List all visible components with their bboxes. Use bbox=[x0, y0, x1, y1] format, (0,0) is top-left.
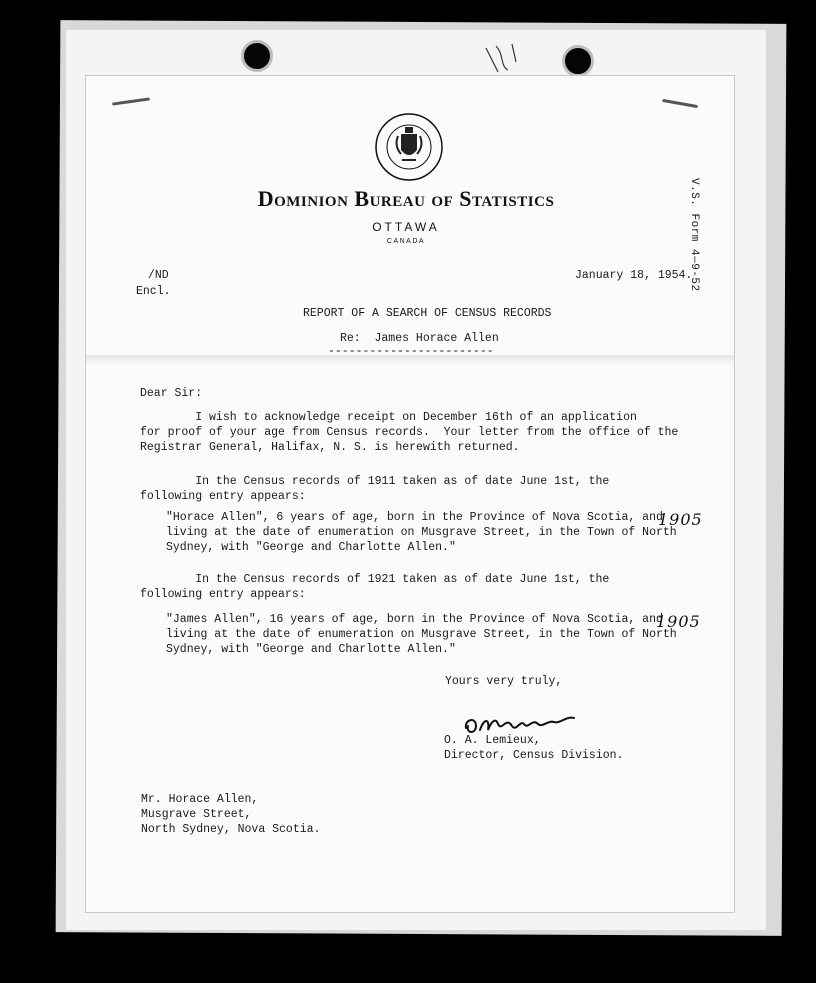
census-entry-line: living at the date of enumeration on Musgrave Street, in the Town of North bbox=[166, 628, 677, 641]
agency-country: CANADA bbox=[386, 238, 426, 245]
paragraph-line: In the Census records of 1911 taken as of date June 1st, the bbox=[140, 475, 610, 488]
census-entry-line: Sydney, with "George and Charlotte Allen." bbox=[166, 541, 456, 554]
salutation: Dear Sir: bbox=[140, 387, 203, 400]
pencil-mark bbox=[478, 40, 528, 80]
signer-name: O. A. Lemieux, bbox=[444, 734, 541, 747]
punch-hole-right bbox=[562, 45, 594, 77]
handwritten-year-1911: 1905 bbox=[658, 510, 703, 529]
enclosure-note: Encl. bbox=[136, 285, 171, 298]
agency-title: Dominion Bureau of Statistics bbox=[257, 186, 555, 211]
reference-initials: /ND bbox=[148, 269, 169, 282]
paragraph-line: I wish to acknowledge receipt on December 16th of an application bbox=[140, 411, 637, 424]
recipient-line: Musgrave Street, bbox=[141, 808, 252, 821]
report-heading: REPORT OF A SEARCH OF CENSUS RECORDS bbox=[303, 307, 552, 320]
paragraph-line: following entry appears: bbox=[140, 588, 306, 601]
census-entry-line: Sydney, with "George and Charlotte Allen." bbox=[166, 643, 456, 656]
letter-date: January 18, 1954. bbox=[575, 269, 693, 282]
agency-city: OTTAWA bbox=[372, 220, 440, 234]
signer-title: Director, Census Division. bbox=[444, 749, 624, 762]
subject-line: Re: James Horace Allen bbox=[340, 332, 499, 345]
punch-hole-left bbox=[241, 40, 273, 72]
paragraph-line: for proof of your age from Census records. Your letter from the office of the bbox=[140, 426, 679, 439]
complimentary-close: Yours very truly, bbox=[445, 675, 563, 688]
census-entry-line: "James Allen", 16 years of age, born in the Province of Nova Scotia, and bbox=[166, 613, 663, 626]
census-entry-line: "Horace Allen", 6 years of age, born in the Province of Nova Scotia, and bbox=[166, 511, 663, 524]
recipient-line: North Sydney, Nova Scotia. bbox=[141, 823, 321, 836]
paragraph-line: following entry appears: bbox=[140, 490, 306, 503]
handwritten-year-1921: 1905 bbox=[656, 612, 701, 631]
subject-underline: ------------------------ bbox=[328, 345, 494, 358]
paragraph-line: In the Census records of 1921 taken as of date June 1st, the bbox=[140, 573, 610, 586]
census-entry-line: living at the date of enumeration on Musgrave Street, in the Town of North bbox=[166, 526, 677, 539]
department-emblem bbox=[374, 112, 444, 182]
recipient-line: Mr. Horace Allen, bbox=[141, 793, 259, 806]
side-form-number: V.S. Form 4—9-52 bbox=[688, 178, 700, 292]
paragraph-line: Registrar General, Halifax, N. S. is herewith returned. bbox=[140, 441, 520, 454]
